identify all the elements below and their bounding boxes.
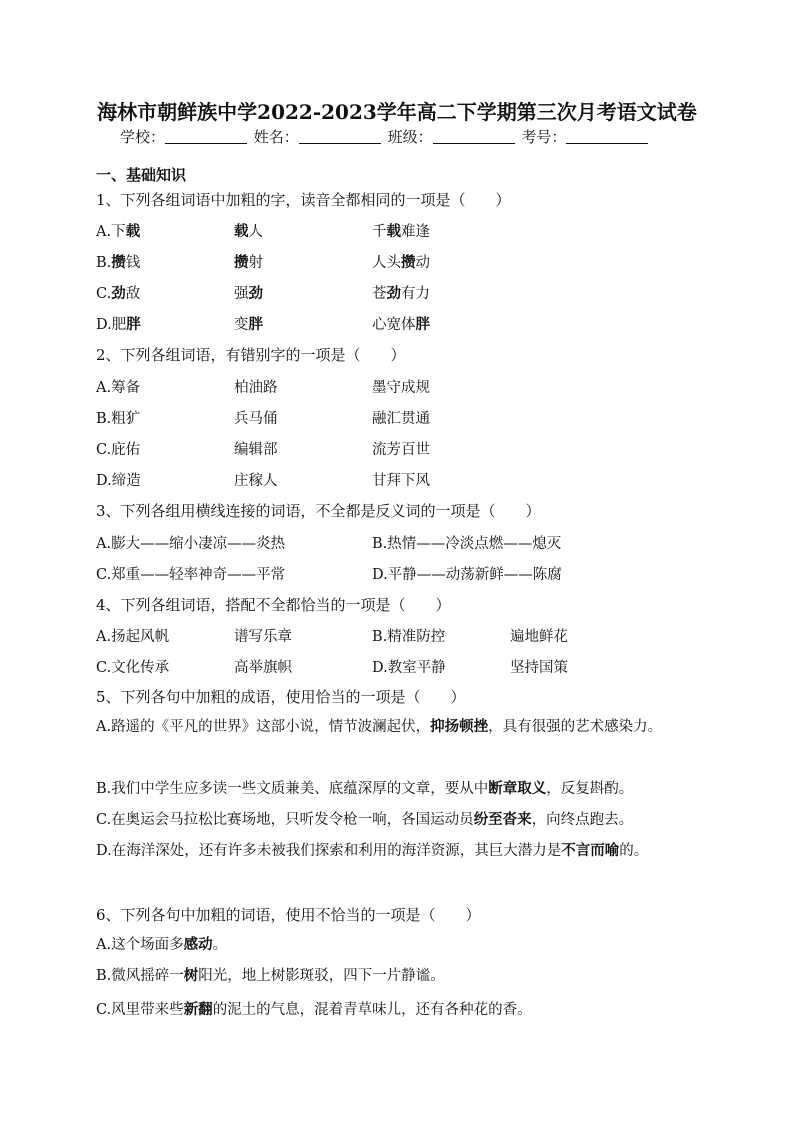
q1-option-b-2: 攒射: [234, 254, 263, 271]
q3-option-b: B.热情——冷淡点燃——熄灭: [372, 536, 562, 552]
q4-option-d-2: 坚持国策: [510, 660, 568, 676]
q1-option-b-1: B.攒钱: [96, 254, 141, 271]
section-heading: 一、基础知识: [96, 166, 187, 184]
q4-option-c-1: C.文化传承: [96, 660, 170, 676]
q4-option-c-2: 高举旗帜: [234, 660, 292, 676]
school-label: 学校：: [120, 128, 166, 146]
q1-option-a-2: 载人: [234, 223, 263, 240]
q4-option-a-1: A.扬起风帆: [96, 629, 170, 645]
q2-option-a-2: 柏油路: [234, 380, 278, 396]
question-1-stem: 1、下列各组词语中加粗的字，读音全都相同的一项是（ ）: [96, 191, 511, 209]
question-5-stem: 5、下列各句中加粗的成语，使用恰当的一项是（ ）: [96, 688, 466, 706]
question-2-stem: 2、下列各组词语，有错别字的一项是（ ）: [96, 346, 406, 364]
q5-option-a: A.路遥的《平凡的世界》这部小说，情节波澜起伏，抑扬顿挫，具有很强的艺术感染力。: [96, 718, 663, 735]
number-blank[interactable]: [566, 129, 648, 144]
q4-option-b-1: B.精准防控: [372, 629, 446, 645]
q4-option-b-2: 遍地鲜花: [510, 629, 568, 645]
q2-option-b-1: B.粗犷: [96, 411, 141, 427]
q2-option-d-3: 甘拜下风: [372, 473, 430, 489]
q5-option-b: B.我们中学生应多读一些文质兼美、底蕴深厚的文章，要从中断章取义，反复斟酌。: [96, 780, 634, 797]
q2-option-d-1: D.缔造: [96, 473, 141, 489]
q2-option-d-2: 庄稼人: [234, 473, 278, 489]
name-label: 姓名：: [253, 128, 299, 146]
q2-option-c-1: C.庇佑: [96, 442, 141, 458]
q4-option-d-1: D.教室平静: [372, 660, 446, 676]
q6-option-b: B.微风摇碎一树阳光，地上树影斑驳，四下一片静谧。: [96, 967, 445, 984]
exam-title: 海林市朝鲜族中学2022-2023学年高二下学期第三次月考语文试卷: [97, 100, 697, 124]
class-blank[interactable]: [433, 129, 515, 144]
question-3-stem: 3、下列各组用横线连接的词语，不全都是反义词的一项是（ ）: [96, 502, 541, 520]
q2-option-a-1: A.筹备: [96, 380, 141, 396]
q3-option-c: C.郑重——轻率神奇——平常: [96, 567, 286, 583]
question-4-stem: 4、下列各组词语，搭配不全都恰当的一项是（ ）: [96, 596, 451, 614]
number-label: 考号：: [521, 128, 567, 146]
question-6-stem: 6、下列各句中加粗的词语，使用不恰当的一项是（ ）: [96, 906, 481, 924]
q1-option-c-3: 苍劲有力: [372, 285, 430, 302]
class-label: 班级：: [387, 128, 433, 146]
school-blank[interactable]: [165, 129, 247, 144]
q3-option-a: A.膨大——缩小凄凉——炎热: [96, 536, 286, 552]
q6-option-a: A.这个场面多感动。: [96, 936, 228, 953]
q1-option-b-3: 人头攒动: [372, 254, 430, 271]
name-blank[interactable]: [299, 129, 381, 144]
q1-option-c-2: 强劲: [234, 285, 263, 302]
q1-option-d-1: D.肥胖: [96, 316, 141, 333]
q6-option-c: C.风里带来些新翻的泥土的气息，混着青草味儿，还有各种花的香。: [96, 1001, 532, 1018]
q1-option-a-3: 千载难逢: [372, 223, 430, 240]
q5-option-d: D.在海洋深处，还有许多未被我们探索和利用的海洋资源，其巨大潜力是不言而喻的。: [96, 842, 649, 859]
q2-option-c-2: 编辑部: [234, 442, 278, 458]
q2-option-a-3: 墨守成规: [372, 380, 430, 396]
q4-option-a-2: 谱写乐章: [234, 629, 292, 645]
q5-option-c: C.在奥运会马拉松比赛场地，只听发令枪一响，各国运动员纷至沓来，向终点跑去。: [96, 811, 634, 828]
student-info-line: [120, 126, 650, 147]
q1-option-d-2: 变胖: [234, 316, 263, 333]
q3-option-d: D.平静——动荡新鲜——陈腐: [372, 567, 562, 583]
q2-option-b-2: 兵马俑: [234, 411, 278, 427]
q2-option-c-3: 流芳百世: [372, 442, 430, 458]
q1-option-a-1: A.下载: [96, 223, 141, 240]
q2-option-b-3: 融汇贯通: [372, 411, 430, 427]
q1-option-c-1: C.劲敌: [96, 285, 141, 302]
q1-option-d-3: 心宽体胖: [372, 316, 430, 333]
